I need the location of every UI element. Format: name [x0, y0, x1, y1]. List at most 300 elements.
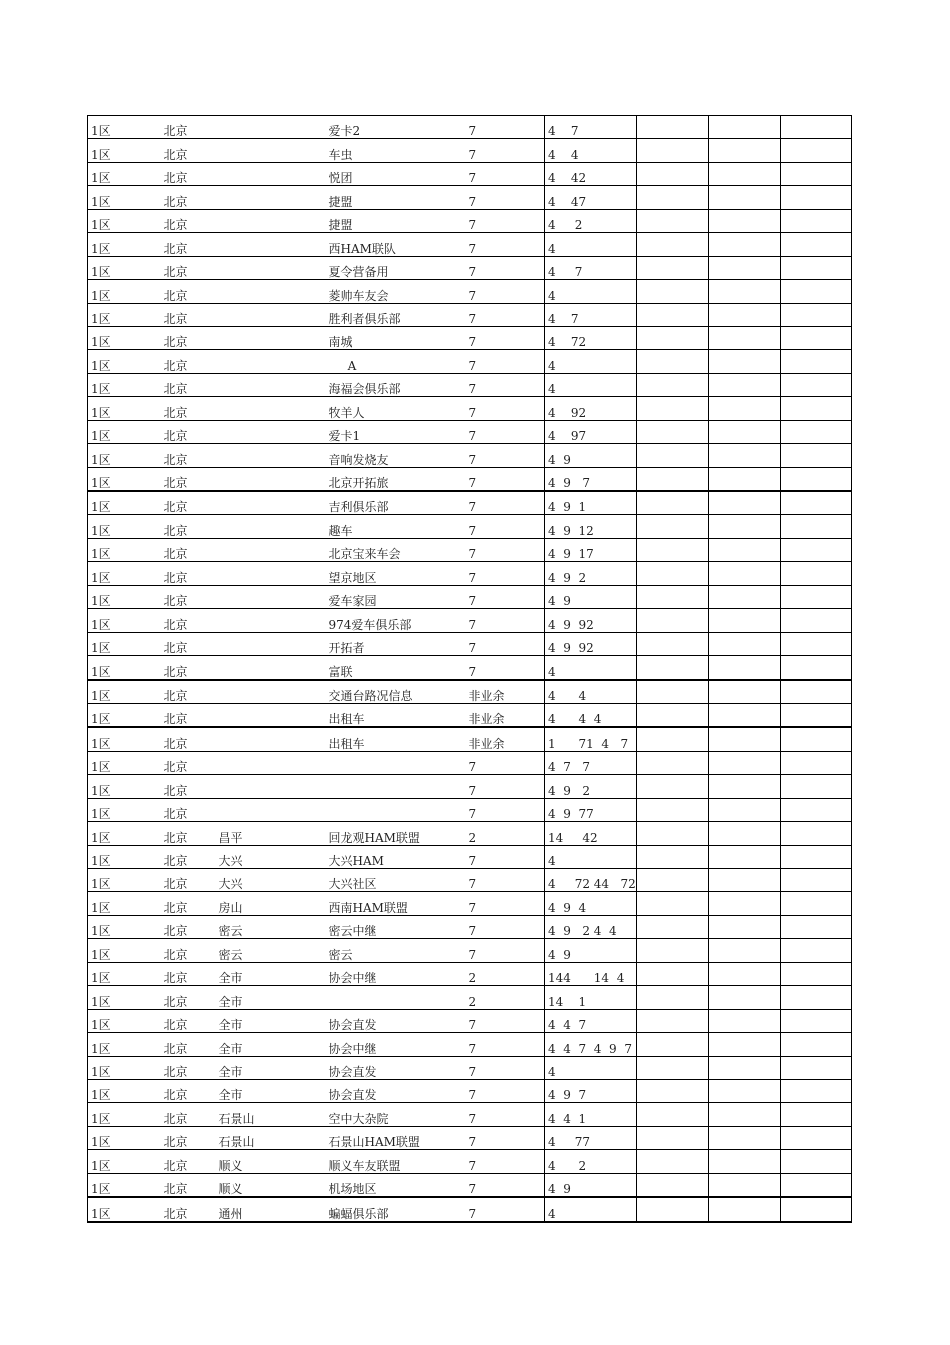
table-row: [88, 233, 852, 256]
district-cell: 1区: [88, 491, 161, 515]
type-cell: 2: [466, 986, 545, 1009]
col7-cell: [636, 420, 708, 443]
type-cell: 7: [466, 397, 545, 420]
area-cell: [216, 727, 326, 751]
area-cell: [216, 350, 326, 373]
col7-cell: [636, 515, 708, 538]
col9-cell: [780, 1173, 851, 1197]
type-cell: 7: [466, 1079, 545, 1102]
area-cell: 大兴: [216, 869, 326, 892]
col7-cell: [636, 585, 708, 608]
city-cell: 北京: [161, 538, 216, 561]
city-cell: 北京: [161, 1103, 216, 1126]
area-cell: 昌平: [216, 822, 326, 845]
city-cell: 北京: [161, 727, 216, 751]
freq-cell: 4 97: [545, 420, 637, 443]
name-cell: 北京开拓旅: [326, 467, 466, 491]
freq-cell: 4: [545, 1197, 637, 1221]
freq-cell: 4 4 4: [545, 703, 637, 727]
district-cell: 1区: [88, 1009, 161, 1032]
col9-cell: [780, 703, 851, 727]
district-cell: 1区: [88, 1103, 161, 1126]
freq-cell: 4 4: [545, 139, 637, 162]
city-cell: 北京: [161, 1173, 216, 1197]
col7-cell: [636, 326, 708, 349]
freq-cell: 4: [545, 373, 637, 396]
col7-cell: [636, 986, 708, 1009]
col7-cell: [636, 632, 708, 655]
col9-cell: [780, 233, 851, 256]
table-row: [88, 609, 852, 632]
table-row: [88, 822, 852, 845]
area-cell: [216, 680, 326, 704]
col7-cell: [636, 703, 708, 727]
freq-cell: 4 9 7: [545, 467, 637, 491]
area-cell: 石景山: [216, 1126, 326, 1149]
district-cell: 1区: [88, 939, 161, 962]
col8-cell: [708, 775, 780, 798]
type-cell: 7: [466, 467, 545, 491]
col7-cell: [636, 751, 708, 774]
col7-cell: [636, 1033, 708, 1056]
col9-cell: [780, 1150, 851, 1173]
district-cell: 1区: [88, 656, 161, 680]
col8-cell: [708, 397, 780, 420]
name-cell: 海福会俱乐部: [326, 373, 466, 396]
table-row: [88, 798, 852, 821]
col9-cell: [780, 139, 851, 162]
col7-cell: [636, 491, 708, 515]
col7-cell: [636, 116, 708, 139]
col7-cell: [636, 562, 708, 585]
type-cell: 7: [466, 1009, 545, 1032]
col8-cell: [708, 585, 780, 608]
col9-cell: [780, 397, 851, 420]
col8-cell: [708, 1150, 780, 1173]
district-cell: 1区: [88, 775, 161, 798]
table-row: [88, 350, 852, 373]
type-cell: 7: [466, 491, 545, 515]
type-cell: 7: [466, 915, 545, 938]
table-row: [88, 326, 852, 349]
freq-cell: 4 9: [545, 939, 637, 962]
table-row: [88, 397, 852, 420]
col8-cell: [708, 986, 780, 1009]
col9-cell: [780, 562, 851, 585]
col9-cell: [780, 186, 851, 209]
name-cell: 机场地区: [326, 1173, 466, 1197]
type-cell: 非业余: [466, 680, 545, 704]
type-cell: 7: [466, 420, 545, 443]
col9-cell: [780, 303, 851, 326]
type-cell: 7: [466, 538, 545, 561]
col9-cell: [780, 1056, 851, 1079]
name-cell: [326, 798, 466, 821]
district-cell: 1区: [88, 1033, 161, 1056]
col8-cell: [708, 751, 780, 774]
type-cell: 7: [466, 303, 545, 326]
type-cell: 7: [466, 1150, 545, 1173]
col7-cell: [636, 233, 708, 256]
district-cell: 1区: [88, 538, 161, 561]
type-cell: 7: [466, 1033, 545, 1056]
spreadsheet-table: [87, 115, 852, 1223]
area-cell: [216, 256, 326, 279]
city-cell: 北京: [161, 1033, 216, 1056]
col8-cell: [708, 303, 780, 326]
freq-cell: 4 7: [545, 303, 637, 326]
col9-cell: [780, 751, 851, 774]
name-cell: 974爱车俱乐部: [326, 609, 466, 632]
col8-cell: [708, 139, 780, 162]
district-cell: 1区: [88, 822, 161, 845]
col7-cell: [636, 727, 708, 751]
col7-cell: [636, 609, 708, 632]
col7-cell: [636, 798, 708, 821]
col8-cell: [708, 845, 780, 868]
area-cell: 顺义: [216, 1173, 326, 1197]
col8-cell: [708, 822, 780, 845]
freq-cell: 4: [545, 845, 637, 868]
col9-cell: [780, 632, 851, 655]
type-cell: 7: [466, 116, 545, 139]
type-cell: 7: [466, 751, 545, 774]
district-cell: 1区: [88, 986, 161, 1009]
col9-cell: [780, 326, 851, 349]
col9-cell: [780, 1197, 851, 1221]
name-cell: 协会中继: [326, 1033, 466, 1056]
name-cell: 趣车: [326, 515, 466, 538]
col8-cell: [708, 538, 780, 561]
name-cell: 出租车: [326, 727, 466, 751]
district-cell: 1区: [88, 609, 161, 632]
col9-cell: [780, 1103, 851, 1126]
type-cell: 7: [466, 609, 545, 632]
district-cell: 1区: [88, 680, 161, 704]
area-cell: [216, 467, 326, 491]
freq-cell: 4 9: [545, 444, 637, 467]
col9-cell: [780, 680, 851, 704]
type-cell: 2: [466, 962, 545, 985]
col7-cell: [636, 1079, 708, 1102]
area-cell: [216, 373, 326, 396]
freq-cell: 4: [545, 280, 637, 303]
col7-cell: [636, 538, 708, 561]
col7-cell: [636, 775, 708, 798]
name-cell: 密云中继: [326, 915, 466, 938]
type-cell: 7: [466, 775, 545, 798]
col9-cell: [780, 491, 851, 515]
district-cell: 1区: [88, 444, 161, 467]
freq-cell: 4 9 2 4 4: [545, 915, 637, 938]
col8-cell: [708, 467, 780, 491]
col7-cell: [636, 656, 708, 680]
col7-cell: [636, 373, 708, 396]
name-cell: 协会直发: [326, 1079, 466, 1102]
freq-cell: 144 14 4: [545, 962, 637, 985]
freq-cell: 4 9: [545, 1173, 637, 1197]
city-cell: 北京: [161, 139, 216, 162]
col8-cell: [708, 632, 780, 655]
freq-cell: 14 42: [545, 822, 637, 845]
area-cell: [216, 609, 326, 632]
district-cell: 1区: [88, 1056, 161, 1079]
table-row: [88, 986, 852, 1009]
col9-cell: [780, 209, 851, 232]
area-cell: [216, 538, 326, 561]
area-cell: [216, 186, 326, 209]
col7-cell: [636, 892, 708, 915]
city-cell: 北京: [161, 233, 216, 256]
city-cell: 北京: [161, 609, 216, 632]
city-cell: 北京: [161, 256, 216, 279]
col8-cell: [708, 798, 780, 821]
table-row: [88, 915, 852, 938]
col9-cell: [780, 444, 851, 467]
district-cell: 1区: [88, 303, 161, 326]
district-cell: 1区: [88, 1150, 161, 1173]
freq-cell: 4 9 2: [545, 775, 637, 798]
district-cell: 1区: [88, 256, 161, 279]
name-cell: 捷盟: [326, 186, 466, 209]
city-cell: 北京: [161, 209, 216, 232]
col8-cell: [708, 186, 780, 209]
col8-cell: [708, 373, 780, 396]
area-cell: 石景山: [216, 1103, 326, 1126]
table-row: [88, 1150, 852, 1173]
freq-cell: 4 9 12: [545, 515, 637, 538]
table-row: [88, 1103, 852, 1126]
type-cell: 7: [466, 632, 545, 655]
table-row: [88, 1079, 852, 1102]
type-cell: 7: [466, 162, 545, 185]
col9-cell: [780, 609, 851, 632]
district-cell: 1区: [88, 915, 161, 938]
city-cell: 北京: [161, 822, 216, 845]
district-cell: 1区: [88, 632, 161, 655]
col8-cell: [708, 656, 780, 680]
freq-cell: 4 9 7: [545, 1079, 637, 1102]
freq-cell: 4: [545, 656, 637, 680]
col7-cell: [636, 822, 708, 845]
city-cell: 北京: [161, 845, 216, 868]
name-cell: 菱帅车友会: [326, 280, 466, 303]
name-cell: [326, 775, 466, 798]
col7-cell: [636, 467, 708, 491]
city-cell: 北京: [161, 1009, 216, 1032]
name-cell: 音响发烧友: [326, 444, 466, 467]
district-cell: 1区: [88, 233, 161, 256]
city-cell: 北京: [161, 162, 216, 185]
area-cell: [216, 233, 326, 256]
table-row: [88, 303, 852, 326]
table-row: [88, 467, 852, 491]
district-cell: 1区: [88, 139, 161, 162]
table-row: [88, 162, 852, 185]
type-cell: 7: [466, 562, 545, 585]
col8-cell: [708, 209, 780, 232]
col9-cell: [780, 775, 851, 798]
area-cell: [216, 444, 326, 467]
district-cell: 1区: [88, 892, 161, 915]
area-cell: [216, 562, 326, 585]
col9-cell: [780, 350, 851, 373]
type-cell: 7: [466, 1173, 545, 1197]
table-row: [88, 538, 852, 561]
name-cell: [326, 751, 466, 774]
district-cell: 1区: [88, 186, 161, 209]
district-cell: 1区: [88, 727, 161, 751]
col7-cell: [636, 280, 708, 303]
col8-cell: [708, 1009, 780, 1032]
district-cell: 1区: [88, 751, 161, 774]
district-cell: 1区: [88, 280, 161, 303]
col8-cell: [708, 939, 780, 962]
col9-cell: [780, 1126, 851, 1149]
col8-cell: [708, 420, 780, 443]
city-cell: 北京: [161, 986, 216, 1009]
table-row: [88, 656, 852, 680]
district-cell: 1区: [88, 1079, 161, 1102]
area-cell: [216, 420, 326, 443]
col8-cell: [708, 256, 780, 279]
type-cell: 7: [466, 798, 545, 821]
col8-cell: [708, 162, 780, 185]
area-cell: [216, 162, 326, 185]
col7-cell: [636, 845, 708, 868]
col9-cell: [780, 515, 851, 538]
table-row: [88, 1033, 852, 1056]
table-row: [88, 209, 852, 232]
district-cell: 1区: [88, 562, 161, 585]
col8-cell: [708, 233, 780, 256]
city-cell: 北京: [161, 892, 216, 915]
type-cell: 非业余: [466, 703, 545, 727]
type-cell: 7: [466, 350, 545, 373]
freq-cell: 4: [545, 1056, 637, 1079]
col8-cell: [708, 444, 780, 467]
district-cell: 1区: [88, 162, 161, 185]
type-cell: 7: [466, 939, 545, 962]
type-cell: 7: [466, 280, 545, 303]
name-cell: 协会直发: [326, 1009, 466, 1032]
type-cell: 7: [466, 1126, 545, 1149]
table-row: [88, 444, 852, 467]
area-cell: [216, 116, 326, 139]
col8-cell: [708, 350, 780, 373]
area-cell: [216, 280, 326, 303]
col9-cell: [780, 845, 851, 868]
freq-cell: 4 9 1: [545, 491, 637, 515]
table-row: [88, 116, 852, 139]
district-cell: 1区: [88, 397, 161, 420]
col9-cell: [780, 727, 851, 751]
area-cell: [216, 751, 326, 774]
col8-cell: [708, 1103, 780, 1126]
city-cell: 北京: [161, 915, 216, 938]
table-row: [88, 892, 852, 915]
city-cell: 北京: [161, 703, 216, 727]
city-cell: 北京: [161, 373, 216, 396]
name-cell: 顺义车友联盟: [326, 1150, 466, 1173]
type-cell: 7: [466, 585, 545, 608]
city-cell: 北京: [161, 280, 216, 303]
col7-cell: [636, 162, 708, 185]
freq-cell: 4: [545, 350, 637, 373]
name-cell: 车虫: [326, 139, 466, 162]
area-cell: 通州: [216, 1197, 326, 1221]
table-row: [88, 703, 852, 727]
col7-cell: [636, 1056, 708, 1079]
city-cell: 北京: [161, 798, 216, 821]
col7-cell: [636, 939, 708, 962]
name-cell: A: [326, 350, 466, 373]
area-cell: 全市: [216, 1056, 326, 1079]
type-cell: 7: [466, 656, 545, 680]
freq-cell: 4 72 44 72: [545, 869, 637, 892]
freq-cell: 4 4 1: [545, 1103, 637, 1126]
type-cell: 7: [466, 845, 545, 868]
type-cell: 7: [466, 1197, 545, 1221]
freq-cell: 4 92: [545, 397, 637, 420]
col9-cell: [780, 467, 851, 491]
district-cell: 1区: [88, 116, 161, 139]
freq-cell: 4 7: [545, 256, 637, 279]
type-cell: 非业余: [466, 727, 545, 751]
area-cell: [216, 515, 326, 538]
col7-cell: [636, 680, 708, 704]
col7-cell: [636, 1150, 708, 1173]
area-cell: 全市: [216, 1079, 326, 1102]
type-cell: 7: [466, 1103, 545, 1126]
table-row: [88, 186, 852, 209]
col9-cell: [780, 538, 851, 561]
city-cell: 北京: [161, 420, 216, 443]
area-cell: 大兴: [216, 845, 326, 868]
type-cell: 7: [466, 186, 545, 209]
area-cell: [216, 139, 326, 162]
name-cell: 夏令营备用: [326, 256, 466, 279]
type-cell: 7: [466, 139, 545, 162]
col9-cell: [780, 373, 851, 396]
city-cell: 北京: [161, 350, 216, 373]
district-cell: 1区: [88, 1126, 161, 1149]
col9-cell: [780, 280, 851, 303]
type-cell: 7: [466, 1056, 545, 1079]
table-row: [88, 632, 852, 655]
freq-cell: 4 7: [545, 116, 637, 139]
city-cell: 北京: [161, 397, 216, 420]
name-cell: 富联: [326, 656, 466, 680]
col8-cell: [708, 116, 780, 139]
name-cell: 石景山HAM联盟: [326, 1126, 466, 1149]
city-cell: 北京: [161, 116, 216, 139]
name-cell: 悦团: [326, 162, 466, 185]
name-cell: 吉利俱乐部: [326, 491, 466, 515]
freq-cell: 4 2: [545, 1150, 637, 1173]
col9-cell: [780, 915, 851, 938]
city-cell: 北京: [161, 303, 216, 326]
col9-cell: [780, 962, 851, 985]
city-cell: 北京: [161, 491, 216, 515]
table-row: [88, 869, 852, 892]
table-row: [88, 775, 852, 798]
freq-cell: 14 1: [545, 986, 637, 1009]
freq-cell: 4 9 17: [545, 538, 637, 561]
col7-cell: [636, 962, 708, 985]
col8-cell: [708, 1173, 780, 1197]
freq-cell: 4 2: [545, 209, 637, 232]
